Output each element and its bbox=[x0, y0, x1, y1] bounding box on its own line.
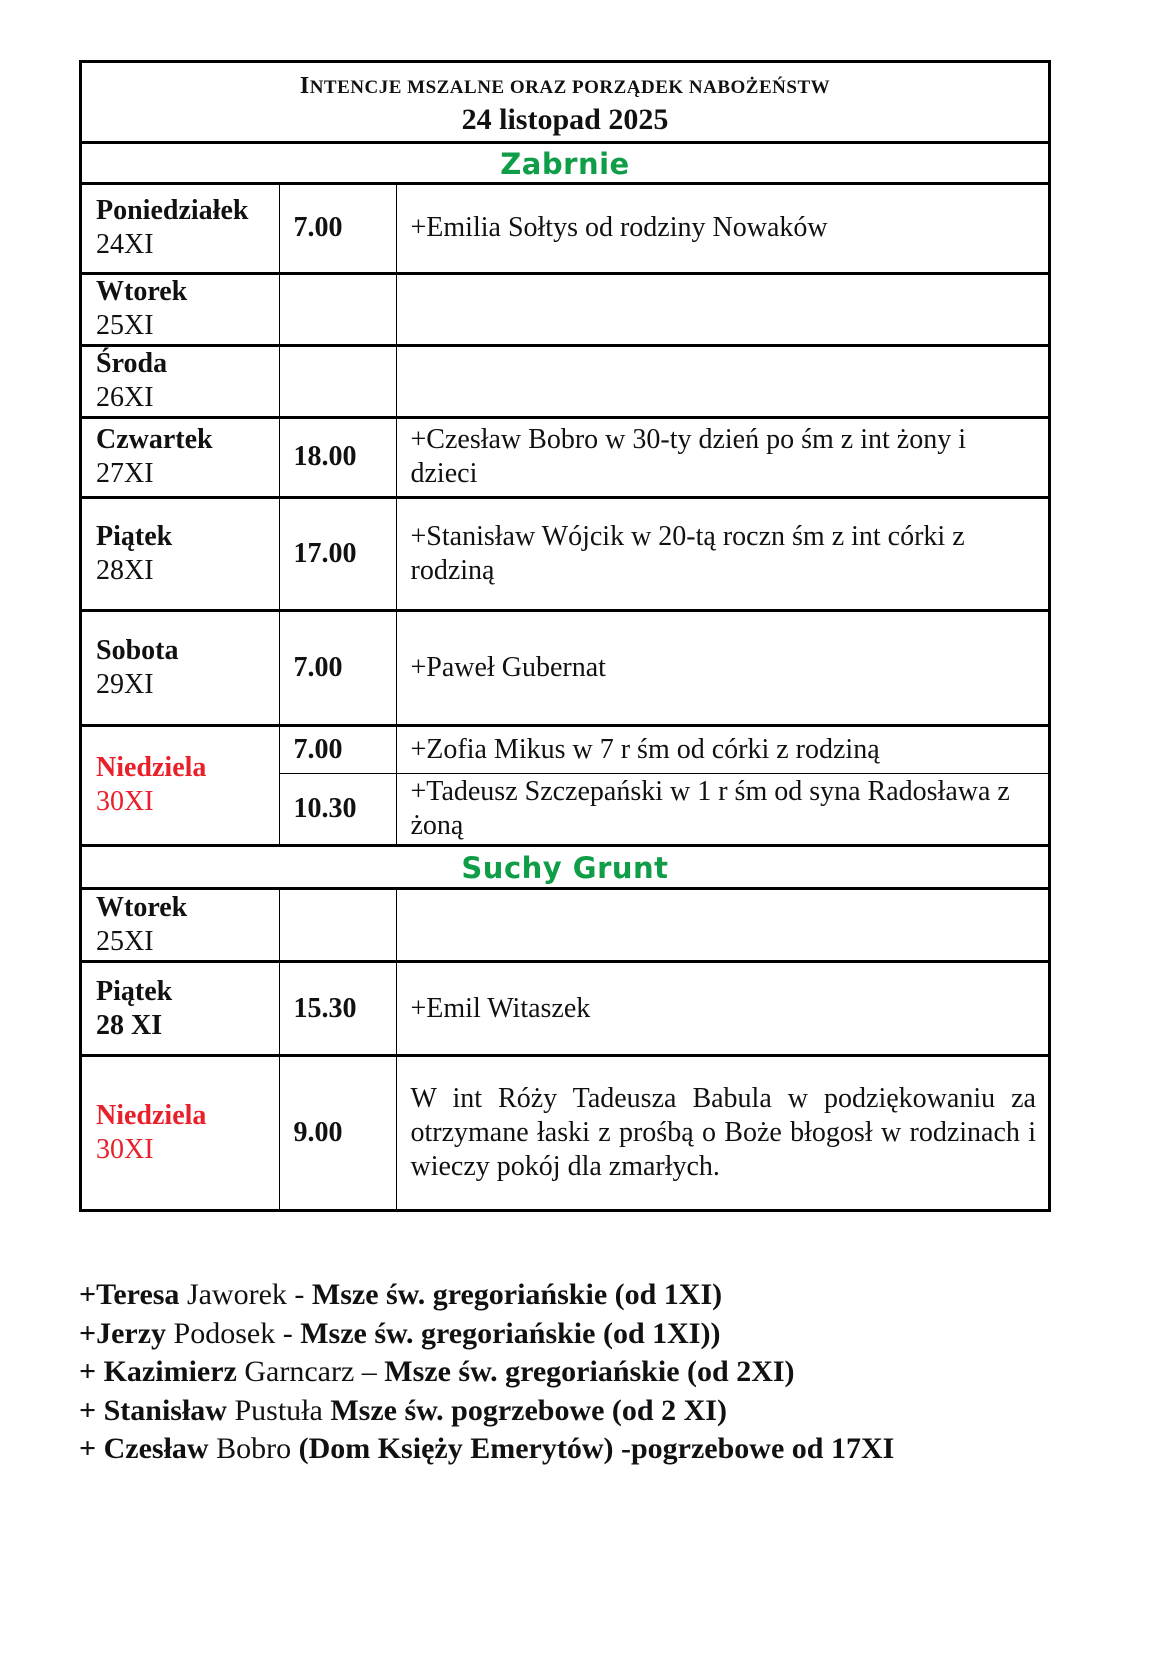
mass-intention: +Tadeusz Szczepański w 1 r śm od syna Radosława z żoną bbox=[396, 773, 1048, 845]
section-title-zabrnie: Zabrnie bbox=[82, 144, 1048, 185]
table-row bbox=[82, 185, 1048, 273]
mass-time: 9.00 bbox=[279, 1056, 396, 1209]
day-date: 28XI bbox=[96, 554, 154, 586]
title-block bbox=[82, 63, 1048, 144]
day-date: 25XI bbox=[96, 310, 154, 341]
day-date: 30XI bbox=[96, 1133, 154, 1165]
day-date: 30XI bbox=[96, 786, 154, 817]
table-row bbox=[82, 273, 1048, 345]
day-cell bbox=[82, 962, 279, 1056]
mass-time: 7.00 bbox=[279, 610, 396, 725]
mass-time: 17.00 bbox=[279, 497, 396, 610]
day-name: Niedziela bbox=[96, 752, 207, 783]
mass-intention: +Stanisław Wójcik w 20-tą roczn śm z int córki z rodziną bbox=[396, 497, 1048, 610]
day-name: Piątek bbox=[96, 975, 173, 1007]
note-line: + Kazimierz Garncarz – Msze św. gregoriańskie (od 2XI) bbox=[79, 1355, 795, 1388]
mass-intention bbox=[396, 890, 1048, 962]
day-name: Czwartek bbox=[96, 424, 213, 455]
day-name: Wtorek bbox=[96, 891, 188, 923]
mass-intention: +Paweł Gubernat bbox=[396, 610, 1048, 725]
day-cell bbox=[82, 273, 279, 345]
note-line: + Czesław Bobro (Dom Księży Emerytów) -pogrzebowe od 17XI bbox=[79, 1432, 895, 1465]
mass-time: 10.30 bbox=[279, 773, 396, 845]
schedule-sheet bbox=[79, 60, 1051, 1212]
day-date: 29XI bbox=[96, 668, 154, 700]
day-name: Niedziela bbox=[96, 1099, 207, 1131]
day-cell bbox=[82, 610, 279, 725]
day-name: Piątek bbox=[96, 520, 173, 552]
day-date: 25XI bbox=[96, 925, 154, 957]
day-cell bbox=[82, 417, 279, 497]
mass-time bbox=[279, 890, 396, 962]
mass-time: 15.30 bbox=[279, 962, 396, 1056]
table-row bbox=[82, 890, 1048, 962]
day-cell bbox=[82, 497, 279, 610]
mass-time bbox=[279, 345, 396, 417]
day-name: Sobota bbox=[96, 634, 179, 666]
section-title-suchy-grunt: Suchy Grunt bbox=[82, 847, 1048, 890]
day-date: 28 XI bbox=[96, 1009, 163, 1041]
day-date: 27XI bbox=[96, 458, 154, 489]
note-line: +Jerzy Podosek - Msze św. gregoriańskie (od 1XI)) bbox=[79, 1316, 721, 1350]
table-row bbox=[82, 610, 1048, 725]
mass-time: 7.00 bbox=[279, 185, 396, 273]
day-cell bbox=[82, 725, 279, 845]
day-name: Poniedziałek bbox=[96, 195, 249, 227]
mass-time: 7.00 bbox=[279, 725, 396, 773]
day-cell bbox=[82, 345, 279, 417]
day-cell bbox=[82, 185, 279, 273]
mass-time: 18.00 bbox=[279, 417, 396, 497]
mass-intention: +Emilia Sołtys od rodziny Nowaków bbox=[396, 185, 1048, 273]
mass-intention: +Emil Witaszek bbox=[396, 962, 1048, 1056]
zabrnie-table bbox=[82, 185, 1048, 847]
mass-intention bbox=[396, 345, 1048, 417]
mass-intention bbox=[396, 273, 1048, 345]
day-name: Środa bbox=[96, 348, 168, 379]
page-title: INTENCJE MSZALNE ORAZ PORZĄDEK NABOŻEŃSTW bbox=[299, 73, 831, 99]
mass-intention: W int Róży Tadeusza Babula w podziękowaniu za otrzymane łaski z prośbą o Boże błogosł w rodzinach i wieczy pokój dla zmarłych. bbox=[396, 1056, 1048, 1209]
day-date: 24XI bbox=[96, 229, 154, 261]
suchy-grunt-table bbox=[82, 890, 1048, 1209]
note-line: + Stanisław Pustuła Msze św. pogrzebowe (od 2 XI) bbox=[79, 1393, 727, 1427]
note-line: +Teresa Jaworek - Msze św. gregoriańskie (od 1XI) bbox=[79, 1278, 723, 1311]
mass-intention: +Czesław Bobro w 30-ty dzień po śm z int żony i dzieci bbox=[396, 417, 1048, 497]
table-row bbox=[82, 345, 1048, 417]
day-cell bbox=[82, 1056, 279, 1209]
mass-time bbox=[279, 273, 396, 345]
table-row bbox=[82, 1056, 1048, 1209]
day-date: 26XI bbox=[96, 382, 154, 413]
table-row bbox=[82, 497, 1048, 610]
mass-intention: +Zofia Mikus w 7 r śm od córki z rodziną bbox=[396, 725, 1048, 773]
table-row bbox=[82, 962, 1048, 1056]
table-row bbox=[82, 417, 1048, 497]
schedule-date: 24 listopad 2025 bbox=[461, 103, 669, 136]
table-row bbox=[82, 725, 1048, 773]
day-name: Wtorek bbox=[96, 276, 188, 307]
day-cell bbox=[82, 890, 279, 962]
gregorian-masses-notes bbox=[79, 1276, 1139, 1469]
